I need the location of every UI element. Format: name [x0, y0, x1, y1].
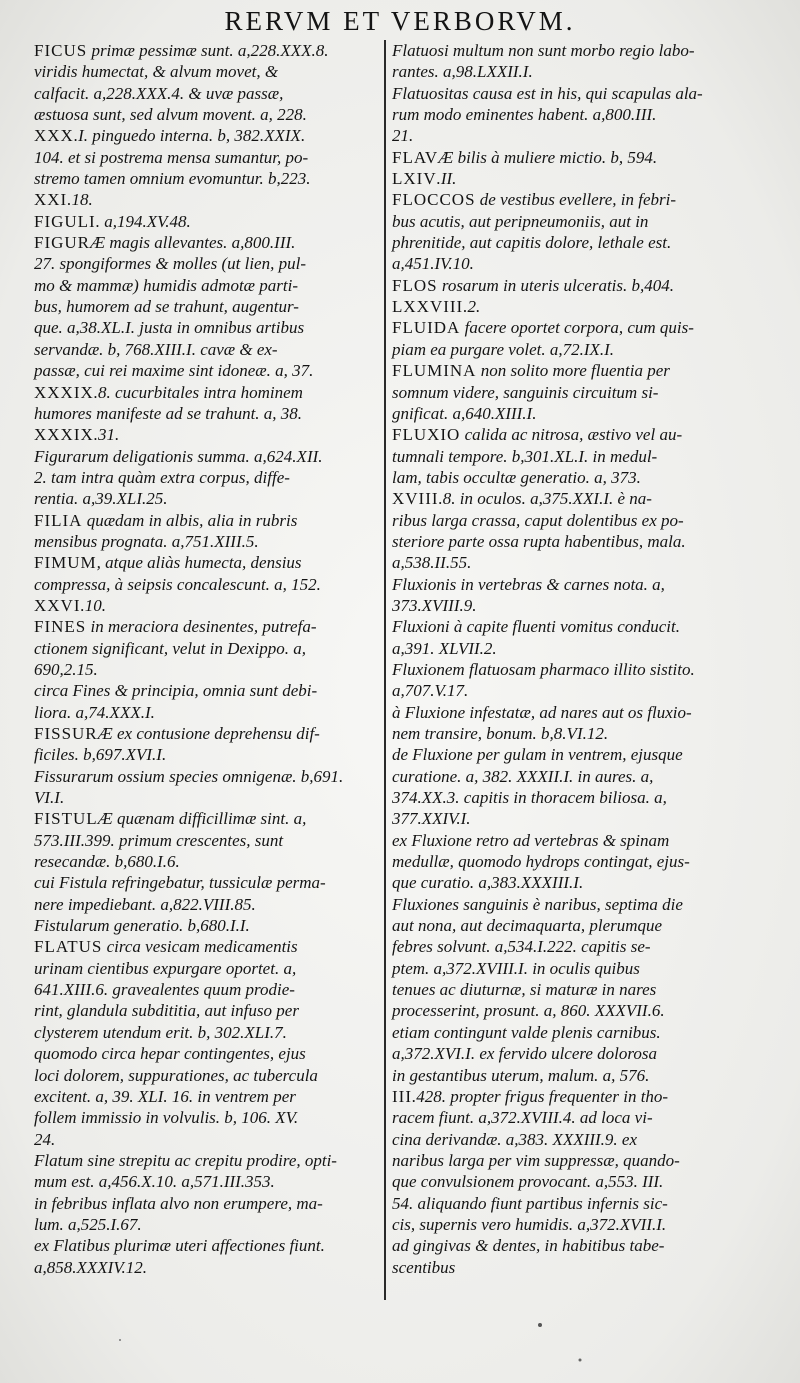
index-line: Fluxionis in vertebras & carnes nota. a, [392, 574, 665, 594]
index-line: stremo tamen omnium evomuntur. b,223. [34, 169, 311, 189]
index-line: XXI.18. [34, 190, 93, 210]
index-line: rantes. a,98.LXXII.I. [392, 62, 533, 82]
index-line: a,858.XXXIV.12. [34, 1257, 148, 1277]
index-line: mensibus prognata. a,751.XIII.5. [34, 531, 259, 551]
index-line: clysterem utendum erit. b, 302.XLI.7. [34, 1022, 287, 1042]
index-line: circa Fines & principia, omnia sunt debi- [34, 681, 318, 701]
index-line: XVIII.8. in oculos. a,375.XXI.I. è na- [392, 489, 652, 509]
index-line: cina derivandæ. a,383. XXXIII.9. ex [392, 1129, 638, 1149]
index-line: cis, supernis vero humidis. a,372.XVII.I. [392, 1214, 667, 1234]
index-line: 373.XVIII.9. [392, 595, 477, 615]
index-line: LXXVIII.2. [392, 297, 481, 317]
index-line: FIGULI. a,194.XV.48. [34, 211, 191, 231]
index-line: 641.XIII.6. gravealentes quum prodie- [34, 980, 295, 1000]
index-line: Fissurarum ossium species omnigenæ. b,691. [34, 766, 344, 786]
index-line: in gestantibus uterum, malum. a, 576. [392, 1065, 650, 1085]
index-line: medullæ, quomodo hydrops contingat, ejus- [392, 852, 690, 872]
running-head: RERVM ET VERBORVM. [224, 6, 576, 36]
index-line: cui Fistula refringebatur, tussiculæ perma- [34, 873, 326, 893]
index-line: XXXIX.31. [34, 425, 120, 445]
index-line: mum est. a,456.X.10. a,571.III.353. [34, 1172, 275, 1192]
index-line: quomodo circa hepar contingentes, ejus [34, 1044, 306, 1064]
index-line: curatione. a, 382. XXXII.I. in aures. a, [392, 766, 654, 786]
index-line: æstuosa sunt, sed alvum movent. a, 228. [34, 105, 307, 125]
index-line: in febribus inflata alvo non erumpere, ma- [34, 1193, 323, 1213]
index-line: calfacit. a,228.XXX.4. & uvæ passæ, [34, 83, 284, 103]
index-line: FISSURÆ ex contusione deprehensu dif- [34, 724, 320, 743]
index-line: scentibus [392, 1257, 456, 1277]
index-line: lam, tabis occultæ generatio. a, 373. [392, 467, 641, 487]
index-line: resecandæ. b,680.I.6. [34, 852, 180, 872]
index-line: a,538.II.55. [392, 553, 472, 573]
left-index-column [34, 40, 378, 1278]
index-line: 21. [392, 126, 414, 146]
index-line: XXXIX.8. cucurbitales intra hominem [34, 382, 303, 402]
index-line: somnum videre, sanguinis circuitum si- [392, 382, 659, 402]
index-line: aut nona, aut decimaquarta, plerumque [392, 916, 663, 936]
index-line: Fluxioni à capite fluenti vomitus conducit. [392, 617, 680, 637]
index-line: a,391. XLVII.2. [392, 638, 497, 658]
index-line: FILIA quædam in albis, alia in rubris [34, 510, 298, 530]
index-line: III.428. propter frigus frequenter in tho- [392, 1086, 669, 1106]
index-line: passæ, cui rei maxime sint idoneæ. a, 37. [34, 361, 314, 381]
index-line: phrenitide, aut capitis dolore, lethale est. [392, 233, 672, 253]
index-line: processerint, prosunt. a, 860. XXXVII.6. [392, 1001, 665, 1021]
index-line: FLAVÆ bilis à muliere mictio. b, 594. [392, 147, 658, 167]
index-line: ptem. a,372.XVIII.I. in oculis quibus [392, 958, 640, 978]
index-line: ex Flatibus plurimæ uteri affectiones fiunt. [34, 1236, 325, 1256]
index-line: rint, glandula subdititia, aut infuso per [34, 1001, 299, 1021]
index-line: FISTULÆ quænam difficillimæ sint. a, [34, 809, 307, 829]
index-line: naribus larga per vim suppressæ, quando- [392, 1150, 680, 1170]
index-line: 690,2.15. [34, 659, 98, 679]
index-line: FLUIDA facere oportet corpora, cum quis- [392, 318, 694, 338]
index-line: Flatuositas causa est in his, qui scapulas ala- [392, 83, 703, 103]
index-line: FLUMINA non solito more fluentia per [392, 361, 670, 381]
index-line: urinam cientibus expurgare oportet. a, [34, 958, 297, 978]
index-line: ficiles. b,697.XVI.I. [34, 745, 167, 765]
index-line: a,372.XVI.I. ex fervido ulcere dolorosa [392, 1044, 658, 1064]
index-line: tenues ac diuturnæ, si maturæ in nares [392, 980, 657, 1000]
index-line: Flatum sine strepitu ac crepitu prodire, opti- [34, 1150, 337, 1170]
index-line: febres solvunt. a,534.I.222. capitis se- [392, 937, 651, 957]
index-line: à Fluxione infestatæ, ad nares aut os fluxio- [392, 702, 692, 722]
index-line: bus, humorem ad se trahunt, augentur- [34, 297, 299, 317]
index-line: FLOCCOS de vestibus evellere, in febri- [392, 190, 676, 210]
index-line: humores manifeste ad se trahunt. a, 38. [34, 403, 303, 423]
column-divider [384, 40, 386, 1300]
index-line: Figurarum deligationis summa. a,624.XII. [34, 446, 323, 466]
index-line: FIGURÆ magis allevantes. a,800.III. [34, 233, 296, 253]
index-line: rum modo eminentes habent. a,800.III. [392, 105, 657, 125]
index-line: mo & mammæ) humidis admotæ parti- [34, 275, 298, 295]
index-line: piam ea purgare volet. a,72.IX.I. [392, 339, 615, 359]
index-line: ctionem significant, velut in Dexippo. a, [34, 638, 306, 658]
index-line: Fluxionem flatuosam pharmaco illito sistito. [392, 659, 695, 679]
index-line: 573.III.399. primum crescentes, sunt [34, 830, 284, 850]
index-line: etiam contingunt valde plenis carnibus. [392, 1022, 661, 1042]
index-line: steriore parte ossa rupta habentibus, mala. [392, 531, 686, 551]
index-line: liora. a,74.XXX.I. [34, 702, 155, 722]
index-line: excitent. a, 39. XLI. 16. in ventrem per [34, 1086, 296, 1106]
index-line: 104. et si postrema mensa sumantur, po- [34, 147, 309, 167]
index-line: gnificat. a,640.XIII.I. [392, 403, 537, 423]
index-line: Fistularum generatio. b,680.I.I. [34, 916, 250, 936]
index-line: compressa, à seipsis concalescunt. a, 152. [34, 574, 321, 594]
index-line: ad gingivas & dentes, in habitibus tabe- [392, 1236, 665, 1256]
index-line: FLOS rosarum in uteris ulceratis. b,404. [392, 275, 675, 295]
index-line: follem immissio in volvulis. b, 106. XV. [34, 1108, 299, 1128]
index-line: viridis humectat, & alvum movet, & [34, 62, 279, 82]
index-line: bus acutis, aut peripneumoniis, aut in [392, 211, 649, 231]
index-line: loci dolorem, suppurationes, ac tubercula [34, 1065, 318, 1085]
index-line: FLUXIO calida ac nitrosa, æstivo vel au- [392, 425, 683, 445]
index-line: ribus larga crassa, caput dolentibus ex po- [392, 510, 684, 530]
index-line: que. a,38.XL.I. justa in omnibus artibus [34, 318, 305, 338]
index-line: a,451.IV.10. [392, 254, 474, 274]
index-line: que curatio. a,383.XXXIII.I. [392, 873, 584, 893]
index-line: 54. aliquando fiunt partibus infernis sic- [392, 1193, 668, 1213]
index-line: a,707.V.17. [392, 681, 469, 701]
index-line: LXIV.II. [392, 169, 457, 189]
index-line: nere impediebant. a,822.VIII.85. [34, 894, 256, 914]
index-line: FLATUS circa vesicam medicamentis [34, 937, 298, 957]
index-line: de Fluxione per gulam in ventrem, ejusque [392, 745, 683, 765]
index-line: tumnali tempore. b,301.XL.I. in medul- [392, 446, 658, 466]
index-line: FIMUM, atque aliàs humecta, densius [34, 553, 302, 573]
index-line: FINES in meraciora desinentes, putrefa- [34, 617, 317, 637]
index-line: 2. tam intra quàm extra corpus, diffe- [34, 467, 290, 487]
index-line: que convulsionem provocant. a,553. III. [392, 1172, 664, 1192]
index-line: 24. [34, 1129, 56, 1149]
index-line: nem transire, bonum. b,8.VI.12. [392, 724, 609, 743]
index-line: XXVI.10. [34, 595, 106, 615]
index-line: rentia. a,39.XLI.25. [34, 489, 168, 509]
index-line: FICUS primæ pessimæ sunt. a,228.XXX.8. [34, 41, 329, 60]
index-line: VI.I. [34, 788, 65, 808]
index-line: XXX.I. pinguedo interna. b, 382.XXIX. [34, 126, 306, 146]
right-index-column [392, 40, 754, 1278]
index-line: 27. spongiformes & molles (ut lien, pul- [34, 254, 306, 274]
index-line: 374.XX.3. capitis in thoracem biliosa. a, [392, 788, 667, 808]
index-line: Flatuosi multum non sunt morbo regio labo- [392, 41, 695, 60]
index-line: 377.XXIV.I. [392, 809, 471, 829]
index-line: servandæ. b, 768.XIII.I. cavæ & ex- [34, 339, 278, 359]
index-line: racem fiunt. a,372.XVIII.4. ad loca vi- [392, 1108, 653, 1128]
index-line: lum. a,525.I.67. [34, 1214, 142, 1234]
index-line: ex Fluxione retro ad vertebras & spinam [392, 830, 670, 850]
index-line: Fluxiones sanguinis è naribus, septima die [392, 894, 683, 914]
